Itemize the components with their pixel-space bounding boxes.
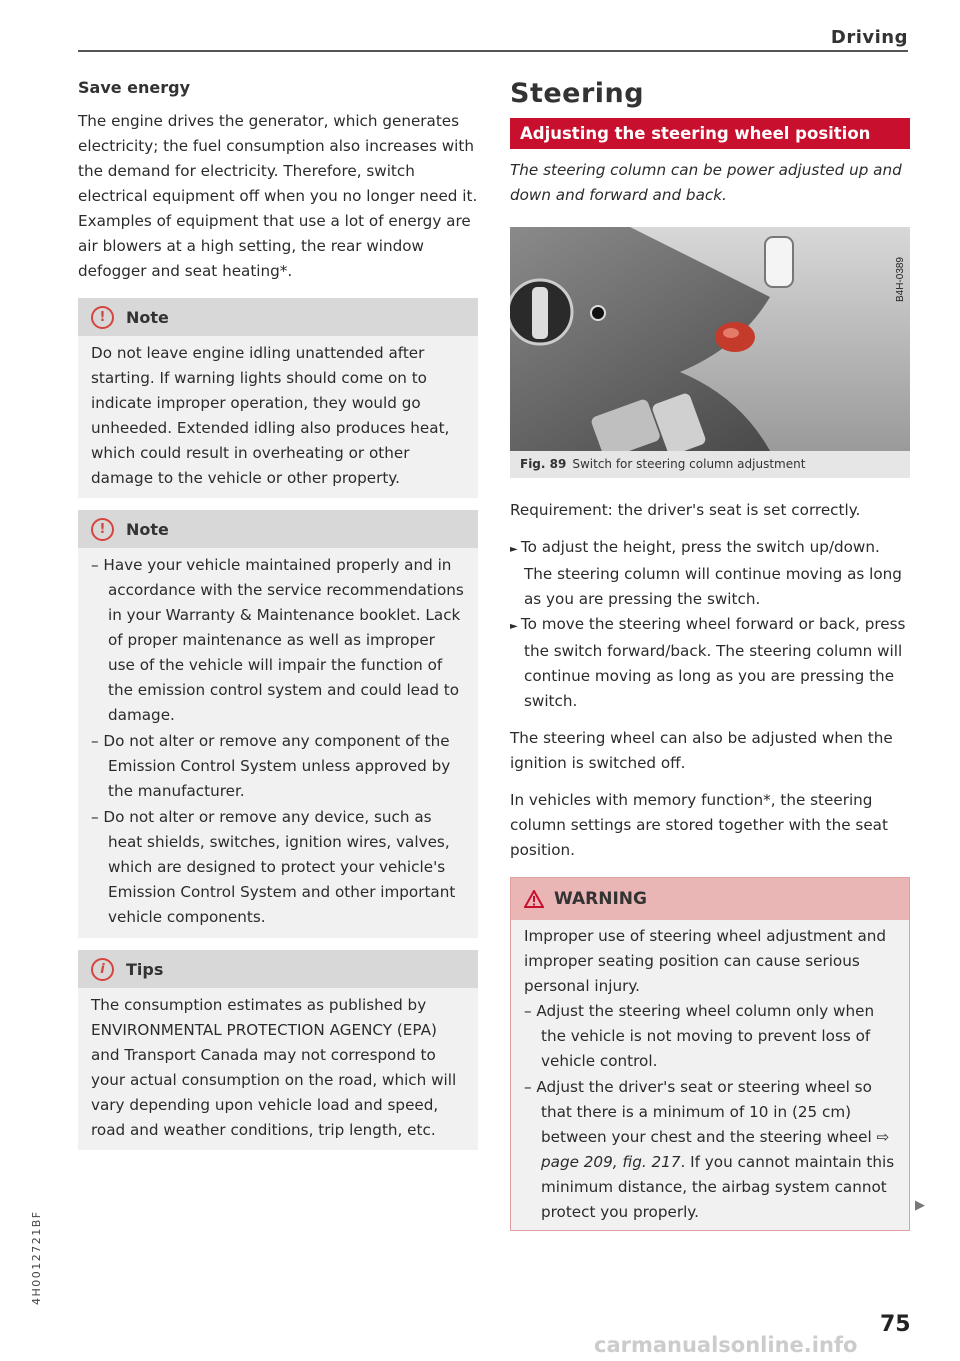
list-item: – Do not alter or remove any device, such as heat shields, switches, ignition wires, valves, which are designed to protect your vehicle's Emission Control System and other important vehicle components. bbox=[91, 805, 465, 930]
list-item: – Have your vehicle maintained properly and in accordance with the service recommendations in your Warranty & Maintenance booklet. Lack of proper maintenance as well as improper use of the vehicle will impair the function of the emission control system and could lead to damage. bbox=[91, 553, 465, 728]
document-code: 4H0012721BF bbox=[30, 1210, 43, 1305]
memory-text: In vehicles with memory function*, the steering column settings are stored together with the seat position. bbox=[510, 791, 888, 859]
list-item: ► To move the steering wheel forward or back, press the switch forward/back. The steering column will continue moving as long as you are pressing the switch. bbox=[510, 612, 910, 714]
figure-label: Fig. 89 bbox=[520, 457, 567, 471]
warning-text: Improper use of steering wheel adjustment and improper seating position can cause serious personal injury. bbox=[524, 927, 887, 995]
requirement-text: Requirement: the driver's seat is set correctly. bbox=[510, 501, 861, 519]
warning-header bbox=[511, 878, 909, 920]
figure-89 bbox=[510, 227, 910, 478]
warning-title: WARNING bbox=[554, 889, 647, 909]
section-title: Driving bbox=[830, 27, 908, 48]
tips-box bbox=[78, 950, 478, 1150]
list-item: – Do not alter or remove any component of the Emission Control System unless approved by the manufacturer. bbox=[91, 729, 465, 804]
note-title-2: Note bbox=[126, 519, 169, 539]
save-energy-text: The engine drives the generator, which generates electricity; the fuel consumption also increases with the demand for electricity. Therefore, switch electrical equipment off when you no longer need it. Examples of equipment that use a lot of energy are air blowers at a high setting, the rear window defogger and seat heating*. bbox=[78, 112, 478, 280]
warning-box bbox=[510, 877, 910, 1231]
note-header-2 bbox=[78, 510, 478, 548]
page-number: 75 bbox=[880, 1312, 911, 1337]
figure-code bbox=[895, 257, 906, 302]
note-header-1 bbox=[78, 298, 478, 336]
list-item: – Adjust the steering wheel column only when the vehicle is not moving to prevent loss of vehicle control. bbox=[524, 999, 896, 1074]
ignition-text: The steering wheel can also be adjusted when the ignition is switched off. bbox=[510, 729, 893, 772]
note-body-2 bbox=[78, 548, 478, 938]
steering-switch-illustration bbox=[510, 227, 910, 451]
tips-title: Tips bbox=[126, 959, 164, 979]
note-box-2 bbox=[78, 510, 478, 938]
watermark: carmanualsonline.info bbox=[594, 1333, 858, 1357]
continue-arrow-icon: ▶ bbox=[915, 1198, 925, 1213]
intro-text: The steering column can be power adjusted up and down and forward and back. bbox=[510, 161, 902, 204]
info-circle-icon: ! bbox=[91, 518, 114, 541]
subsection-title: Adjusting the steering wheel position bbox=[510, 118, 910, 149]
svg-text:B4H-0389: B4H-0389 bbox=[895, 257, 906, 303]
list-item: – Adjust the driver's seat or steering wheel so that there is a minimum of 10 in (25 cm) between your chest and the steering wheel ⇨ page 209, fig. 217. If you cannot maintain this minimum distance, the airbag system cannot protect you properly. bbox=[524, 1075, 896, 1225]
info-circle-icon: ! bbox=[91, 306, 114, 329]
warning-body bbox=[511, 920, 909, 1230]
steering-switch-photo bbox=[510, 227, 910, 451]
header-rule bbox=[78, 50, 908, 52]
right-column bbox=[510, 78, 910, 1231]
tips-header bbox=[78, 950, 478, 988]
note-box-1 bbox=[78, 298, 478, 498]
left-column bbox=[78, 78, 478, 1162]
figure-caption-text: Switch for steering column adjustment bbox=[572, 457, 806, 471]
save-energy-heading: Save energy bbox=[78, 78, 191, 97]
list-item: ► To adjust the height, press the switch up/down. The steering column will continue moving as long as you are pressing the switch. bbox=[510, 535, 910, 612]
info-i-icon: i bbox=[91, 958, 114, 981]
note-body-1: Do not leave engine idling unattended after starting. If warning lights should come on to indicate improper operation, they would go unheeded. Extended idling also produces heat, which could result in overheating or other damage to the vehicle or other property. bbox=[91, 344, 450, 487]
steering-heading: Steering bbox=[510, 78, 645, 109]
figure-caption bbox=[510, 451, 910, 478]
steps-list bbox=[510, 535, 910, 714]
tips-body: The consumption estimates as published by ENVIRONMENTAL PROTECTION AGENCY (EPA) and Transport Canada may not correspond to your actual consumption on the road, which will vary depending upon vehicle load and speed, road and weather conditions, trip length, etc. bbox=[91, 996, 457, 1139]
warning-triangle-icon bbox=[524, 890, 544, 908]
note-title-1: Note bbox=[126, 307, 169, 327]
page-reference-link[interactable]: ⇨ page 209, fig. 217 bbox=[541, 1128, 890, 1171]
